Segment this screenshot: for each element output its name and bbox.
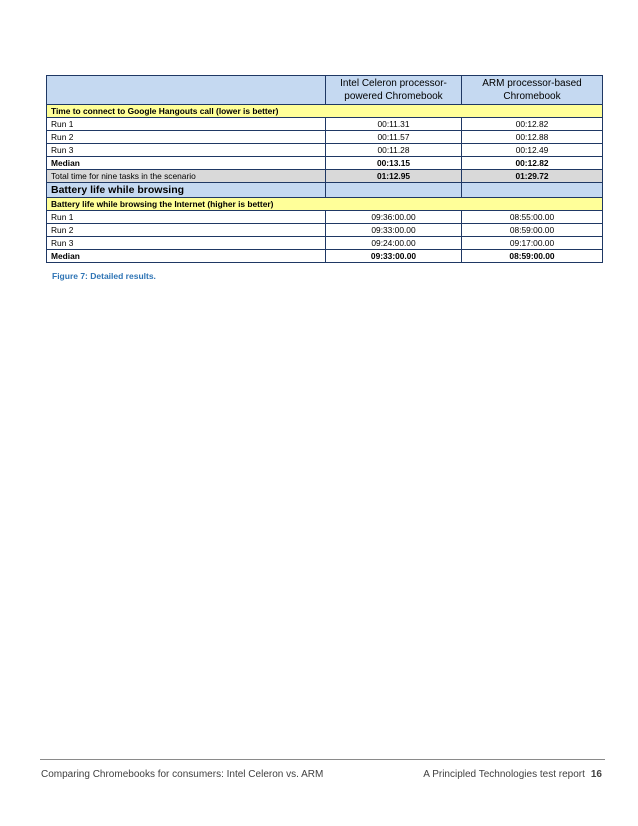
arm-value: 08:55:00.00 — [462, 211, 603, 224]
table-row — [47, 144, 603, 157]
battery-subheading: Battery life while browsing — [47, 183, 326, 198]
intel-value: 00:11.28 — [326, 144, 462, 157]
row-label: Run 1 — [47, 118, 326, 131]
battery-section-title: Battery life while browsing the Internet (higher is better) — [47, 198, 603, 211]
arm-value: 00:12.88 — [462, 131, 603, 144]
header-empty-cell — [47, 76, 326, 105]
row-label: Median — [47, 250, 326, 263]
intel-value: 09:33:00.00 — [326, 224, 462, 237]
row-label: Total time for nine tasks in the scenario — [47, 170, 326, 183]
arm-value: 00:12.82 — [462, 118, 603, 131]
row-label: Run 2 — [47, 224, 326, 237]
header-arm-chromebook: ARM processor-based Chromebook — [462, 76, 603, 105]
intel-value: 00:11.31 — [326, 118, 462, 131]
footer-report-title: Comparing Chromebooks for consumers: Intel Celeron vs. ARM — [41, 769, 324, 780]
arm-median: 00:12.82 — [462, 157, 603, 170]
arm-median: 08:59:00.00 — [462, 250, 603, 263]
header-intel-chromebook: Intel Celeron processor-powered Chromebook — [326, 76, 462, 105]
intel-median: 00:13.15 — [326, 157, 462, 170]
table-row — [47, 224, 603, 237]
total-time-row — [47, 170, 603, 183]
intel-total: 01:12.95 — [326, 170, 462, 183]
median-row — [47, 157, 603, 170]
row-label: Median — [47, 157, 326, 170]
footer-publisher-text: A Principled Technologies test report — [423, 769, 585, 780]
row-label: Run 3 — [47, 144, 326, 157]
figure-caption: Figure 7: Detailed results. — [52, 271, 156, 281]
table-row — [47, 131, 603, 144]
page-number: 16 — [590, 769, 602, 780]
table-row — [47, 237, 603, 250]
arm-value: 09:17:00.00 — [462, 237, 603, 250]
row-label: Run 1 — [47, 211, 326, 224]
table-header-row — [47, 76, 603, 105]
empty-cell — [326, 183, 462, 198]
table-row — [47, 118, 603, 131]
footer-publisher — [423, 769, 602, 780]
row-label: Run 2 — [47, 131, 326, 144]
intel-value: 09:36:00.00 — [326, 211, 462, 224]
arm-value: 00:12.49 — [462, 144, 603, 157]
hangouts-section-title: Time to connect to Google Hangouts call (lower is better) — [47, 105, 603, 118]
footer-divider — [40, 759, 605, 760]
median-row — [47, 250, 603, 263]
arm-value: 08:59:00.00 — [462, 224, 603, 237]
battery-subheading-row — [47, 183, 603, 198]
intel-value: 00:11.57 — [326, 131, 462, 144]
empty-cell — [462, 183, 603, 198]
battery-section-row — [47, 198, 603, 211]
detailed-results-table — [46, 75, 603, 263]
arm-total: 01:29.72 — [462, 170, 603, 183]
row-label: Run 3 — [47, 237, 326, 250]
hangouts-section-row — [47, 105, 603, 118]
intel-median: 09:33:00.00 — [326, 250, 462, 263]
table-row — [47, 211, 603, 224]
intel-value: 09:24:00.00 — [326, 237, 462, 250]
